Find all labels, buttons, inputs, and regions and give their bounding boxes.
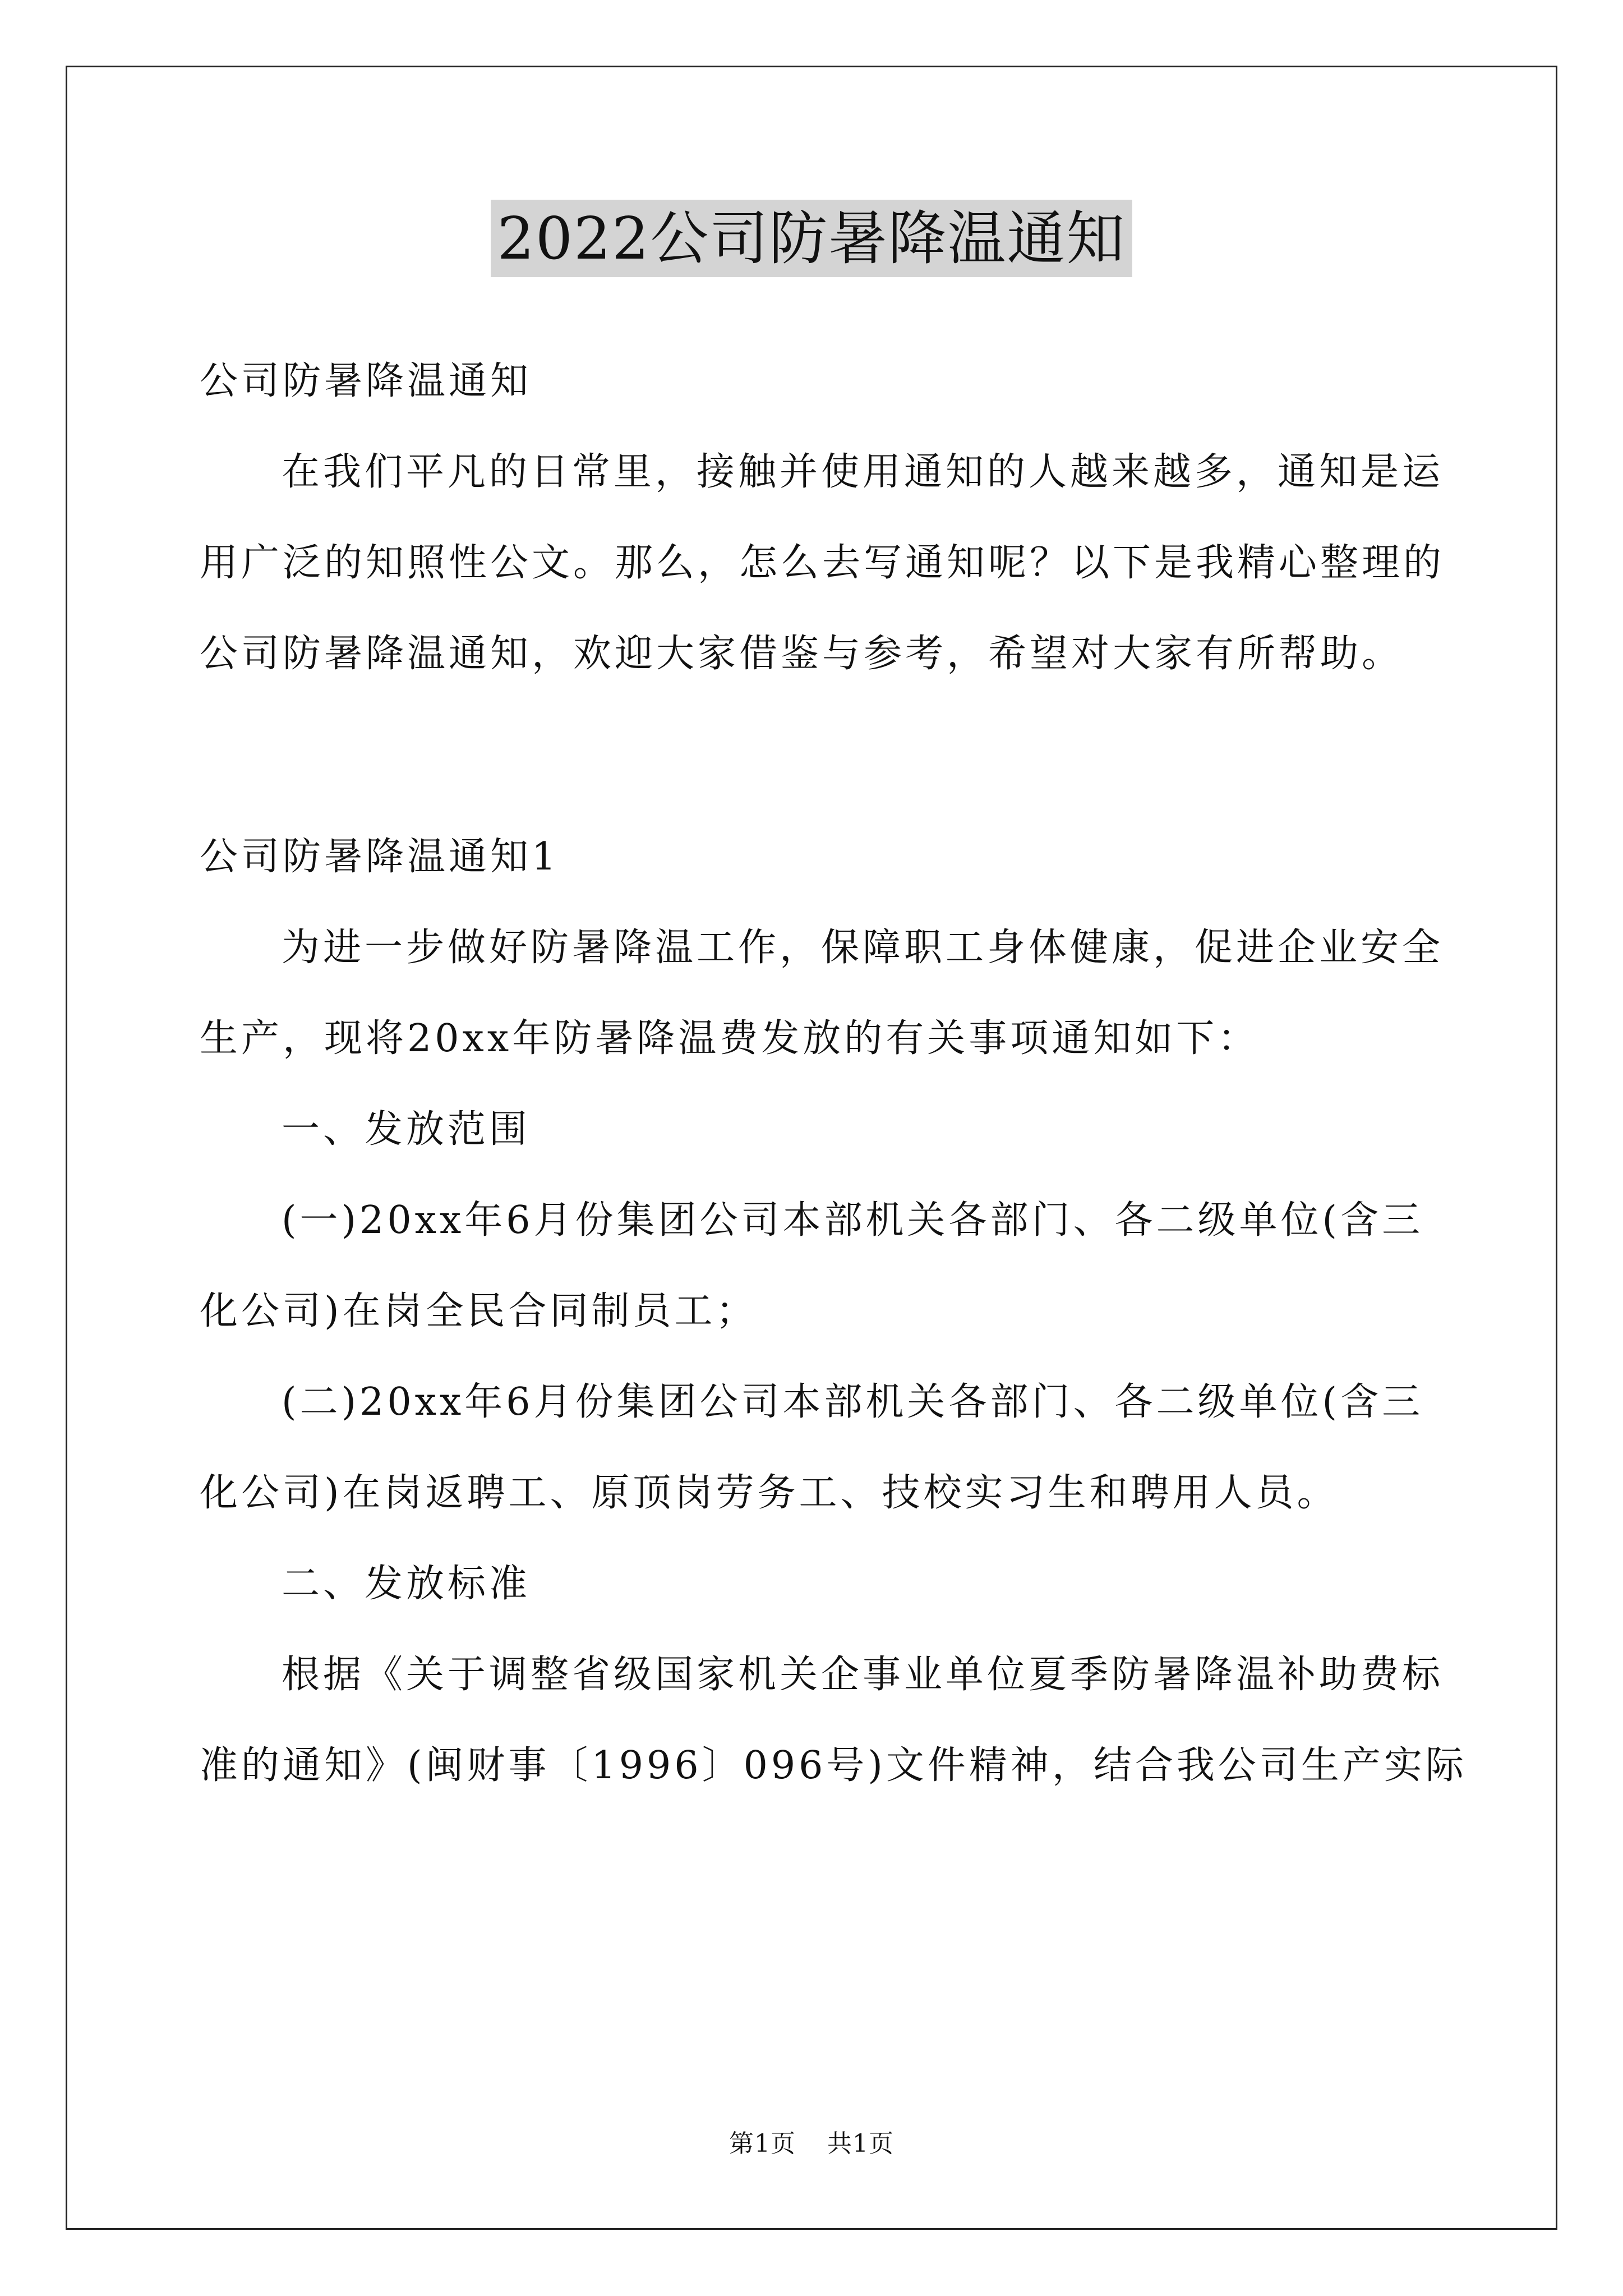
paragraph-line: 为进一步做好防暑降温工作，保障职工身体健康，促进企业安全 <box>282 926 1444 970</box>
page-number-total: 共1页 <box>827 2129 894 2158</box>
paragraph-line: 化公司)在岗返聘工、原顶岗劳务工、技校实习生和聘用人员。 <box>200 1471 1339 1515</box>
paragraph-line: 准的通知》(闽财事〔1996〕096号)文件精神，结合我公司生产实际 <box>200 1743 1467 1788</box>
paragraph-line: 根据《关于调整省级国家机关企事业单位夏季防暑降温补助费标 <box>282 1653 1444 1697</box>
page-footer <box>0 2127 1623 2161</box>
paragraph-line: (一)20xx年6月份集团公司本部机关各部门、各二级单位(含三 <box>282 1198 1424 1243</box>
paragraph-line: 生产，现将20xx年防暑降温费发放的有关事项通知如下： <box>200 1016 1260 1061</box>
document-body <box>200 347 1467 1822</box>
section-heading: 公司防暑降温通知1 <box>200 835 560 879</box>
paragraph-line: 用广泛的知照性公文。那么，怎么去写通知呢？以下是我精心整理的 <box>200 541 1445 585</box>
section-heading: 公司防暑降温通知 <box>200 359 532 403</box>
paragraph-line: 在我们平凡的日常里，接触并使用通知的人越来越多，通知是运 <box>282 450 1444 494</box>
subsection-heading: 二、发放标准 <box>282 1562 531 1606</box>
paragraph-line: 化公司)在岗全民合同制员工； <box>200 1289 758 1333</box>
subsection-heading: 一、发放范围 <box>282 1107 531 1152</box>
paragraph-line: (二)20xx年6月份集团公司本部机关各部门、各二级单位(含三 <box>282 1380 1424 1424</box>
paragraph-line: 公司防暑降温通知，欢迎大家借鉴与参考，希望对大家有所帮助。 <box>200 632 1404 676</box>
page-number-current: 第1页 <box>729 2129 796 2158</box>
document-title: 2022公司防暑降温通知 <box>491 200 1133 277</box>
title-container <box>0 200 1623 277</box>
paragraph-spacer <box>200 710 1429 822</box>
